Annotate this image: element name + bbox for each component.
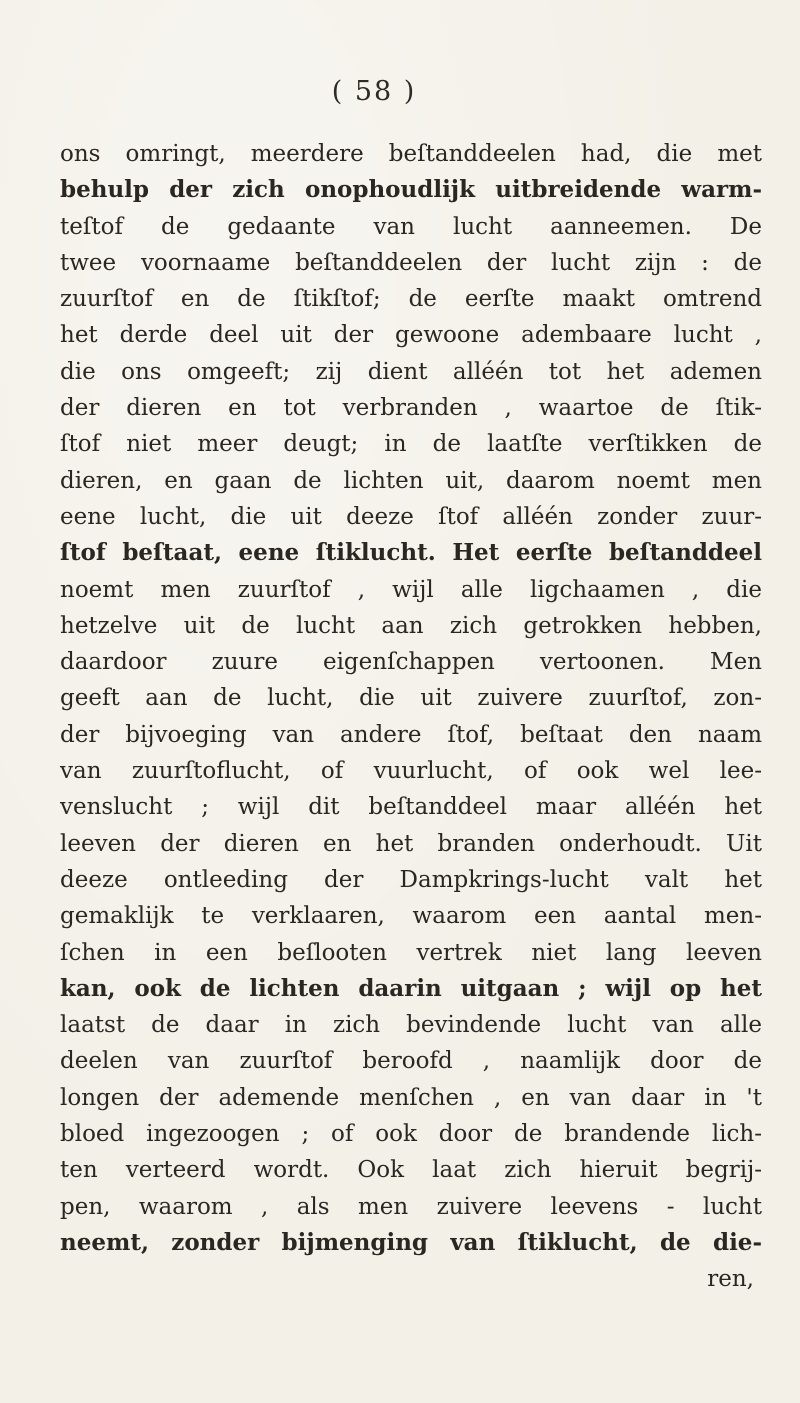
text-line: neemt, zonder bijmenging van ſtiklucht, de die- [60,1228,762,1256]
text-line: kan, ook de lichten daarin uitgaan ; wijl op het [60,974,762,1002]
text-line-last: ren, [707,1266,754,1293]
text-line: deeze ontleeding der Dampkrings-lucht valt het [60,866,762,893]
text-line: laatst de daar in zich bevindende lucht van alle [60,1012,762,1039]
text-line: pen, waarom , als men zuivere leevens - lucht [60,1193,762,1220]
text-line: venslucht ; wijl dit beſtanddeel maar alléén het [60,794,762,821]
text-line: ten verteerd wordt. Ook laat zich hieruit begrij- [60,1157,762,1184]
text-line: behulp der zich onophoudlijk uitbreidende warm- [60,176,762,204]
text-line: leeven der dieren en het branden onderhoudt. Uit [60,830,762,857]
text-line: dieren, en gaan de lichten uit, daarom noemt men [60,467,762,494]
text-line: ſtof beſtaat, eene ſtiklucht. Het eerſte beſtanddeel [60,539,762,567]
text-line: hetzelve uit de lucht aan zich getrokken hebben, [60,612,762,639]
text-line: ons omringt, meerdere beſtanddeelen had, die met [60,141,762,167]
text-line: geeft aan de lucht, die uit zuivere zuurſtof, zon- [60,685,762,712]
text-line: het derde deel uit der gewoone adembaare lucht , [60,322,762,349]
text-line: bloed ingezoogen ; of ook door de brandende lich- [60,1121,762,1148]
text-line: teſtof de gedaante van lucht aanneemen. De [60,213,762,240]
text-line: daardoor zuure eigenſchappen vertoonen. Men [60,649,762,676]
text-line: noemt men zuurſtof , wijl alle ligchaamen , die [60,576,762,603]
text-line: ſtof niet meer deugt; in de laatſte verſtikken de [60,431,762,458]
text-line: ſchen in een beſlooten vertrek niet lang leeven [60,939,762,966]
text-line: die ons omgeeft; zij dient alléén tot het ademen [60,358,762,385]
text-line: zuurſtof en de ſtikſtof; de eerſte maakt omtrend [60,286,762,313]
text-line: der dieren en tot verbranden , waartoe de ſtik- [60,395,762,422]
body-text [60,136,762,1298]
page-number-text: ( 58 ) [331,76,417,107]
text-line: eene lucht, die uit deeze ſtof alléén zonder zuur- [60,503,762,530]
text-line: twee voornaame beſtanddeelen der lucht zijn : de [60,249,762,276]
text-line: longen der ademende menſchen , en van daar in 't [60,1084,762,1111]
page-number [0,76,800,107]
text-line: deelen van zuurſtof beroofd , naamlijk door de [60,1048,762,1075]
text-line: van zuurſtoflucht, of vuurlucht, of ook wel lee- [60,758,762,785]
text-line: gemaklijk te verklaaren, waarom een aantal men- [60,903,762,930]
text-line: der bijvoeging van andere ſtof, beſtaat den naam [60,721,762,748]
